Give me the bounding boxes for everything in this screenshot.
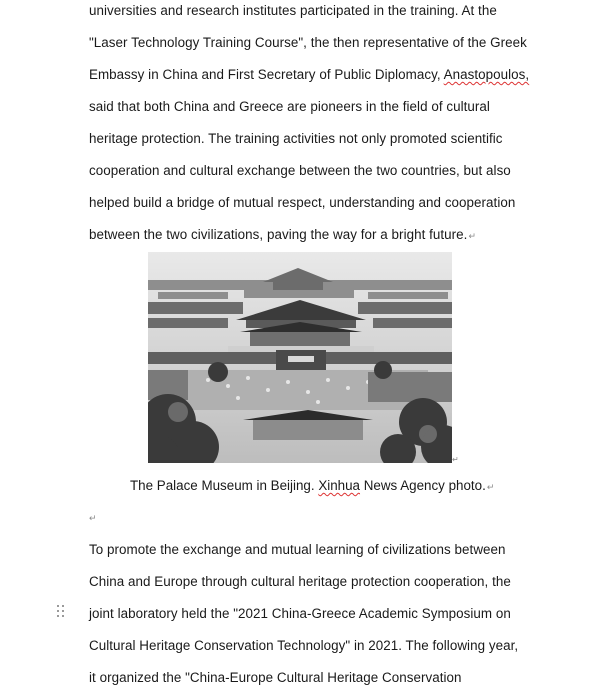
text-line[interactable]: "Laser Technology Training Course", the then representative of the Greek bbox=[89, 35, 527, 50]
misspelled-word[interactable]: Anastopoulos, bbox=[443, 67, 530, 82]
text-line[interactable]: Cultural Heritage Conservation Technology" in 2021. The following year, bbox=[89, 638, 519, 653]
paragraph-mark-icon: ↵ bbox=[468, 231, 477, 241]
misspelled-word[interactable]: Xinhua bbox=[318, 478, 361, 493]
paragraph-mark-icon: ↵ bbox=[486, 482, 495, 492]
text-line[interactable]: said that both China and Greece are pioneers in the field of cultural bbox=[89, 99, 490, 114]
text-line[interactable]: heritage protection. The training activities not only promoted scientific bbox=[89, 131, 503, 146]
text-line[interactable]: joint laboratory held the "2021 China-Greece Academic Symposium on bbox=[89, 606, 511, 621]
paragraph-mark-icon: ↵ bbox=[89, 513, 97, 523]
photo-illustration bbox=[148, 252, 452, 463]
text-line[interactable]: between the two civilizations, paving the way for a bright future.↵ bbox=[89, 227, 477, 242]
text-line[interactable]: China and Europe through cultural heritage protection cooperation, the bbox=[89, 574, 511, 589]
text-line[interactable]: cooperation and cultural exchange between the two countries, but also bbox=[89, 163, 511, 178]
text-line[interactable]: helped build a bridge of mutual respect, understanding and cooperation bbox=[89, 195, 516, 210]
text-line[interactable]: To promote the exchange and mutual learning of civilizations between bbox=[89, 542, 506, 557]
image-caption[interactable]: The Palace Museum in Beijing. Xinhua News Agency photo.↵ bbox=[130, 478, 495, 493]
anchor-icon: ↵ bbox=[452, 455, 459, 464]
drag-handle-icon[interactable] bbox=[57, 605, 67, 619]
text-line[interactable]: Embassy in China and First Secretary of Public Diplomacy, Anastopoulos, bbox=[89, 67, 530, 82]
text-line[interactable]: universities and research institutes participated in the training. At the bbox=[89, 3, 497, 18]
palace-museum-photo[interactable] bbox=[148, 252, 452, 463]
text-line[interactable]: it organized the "China-Europe Cultural Heritage Conservation bbox=[89, 670, 462, 685]
